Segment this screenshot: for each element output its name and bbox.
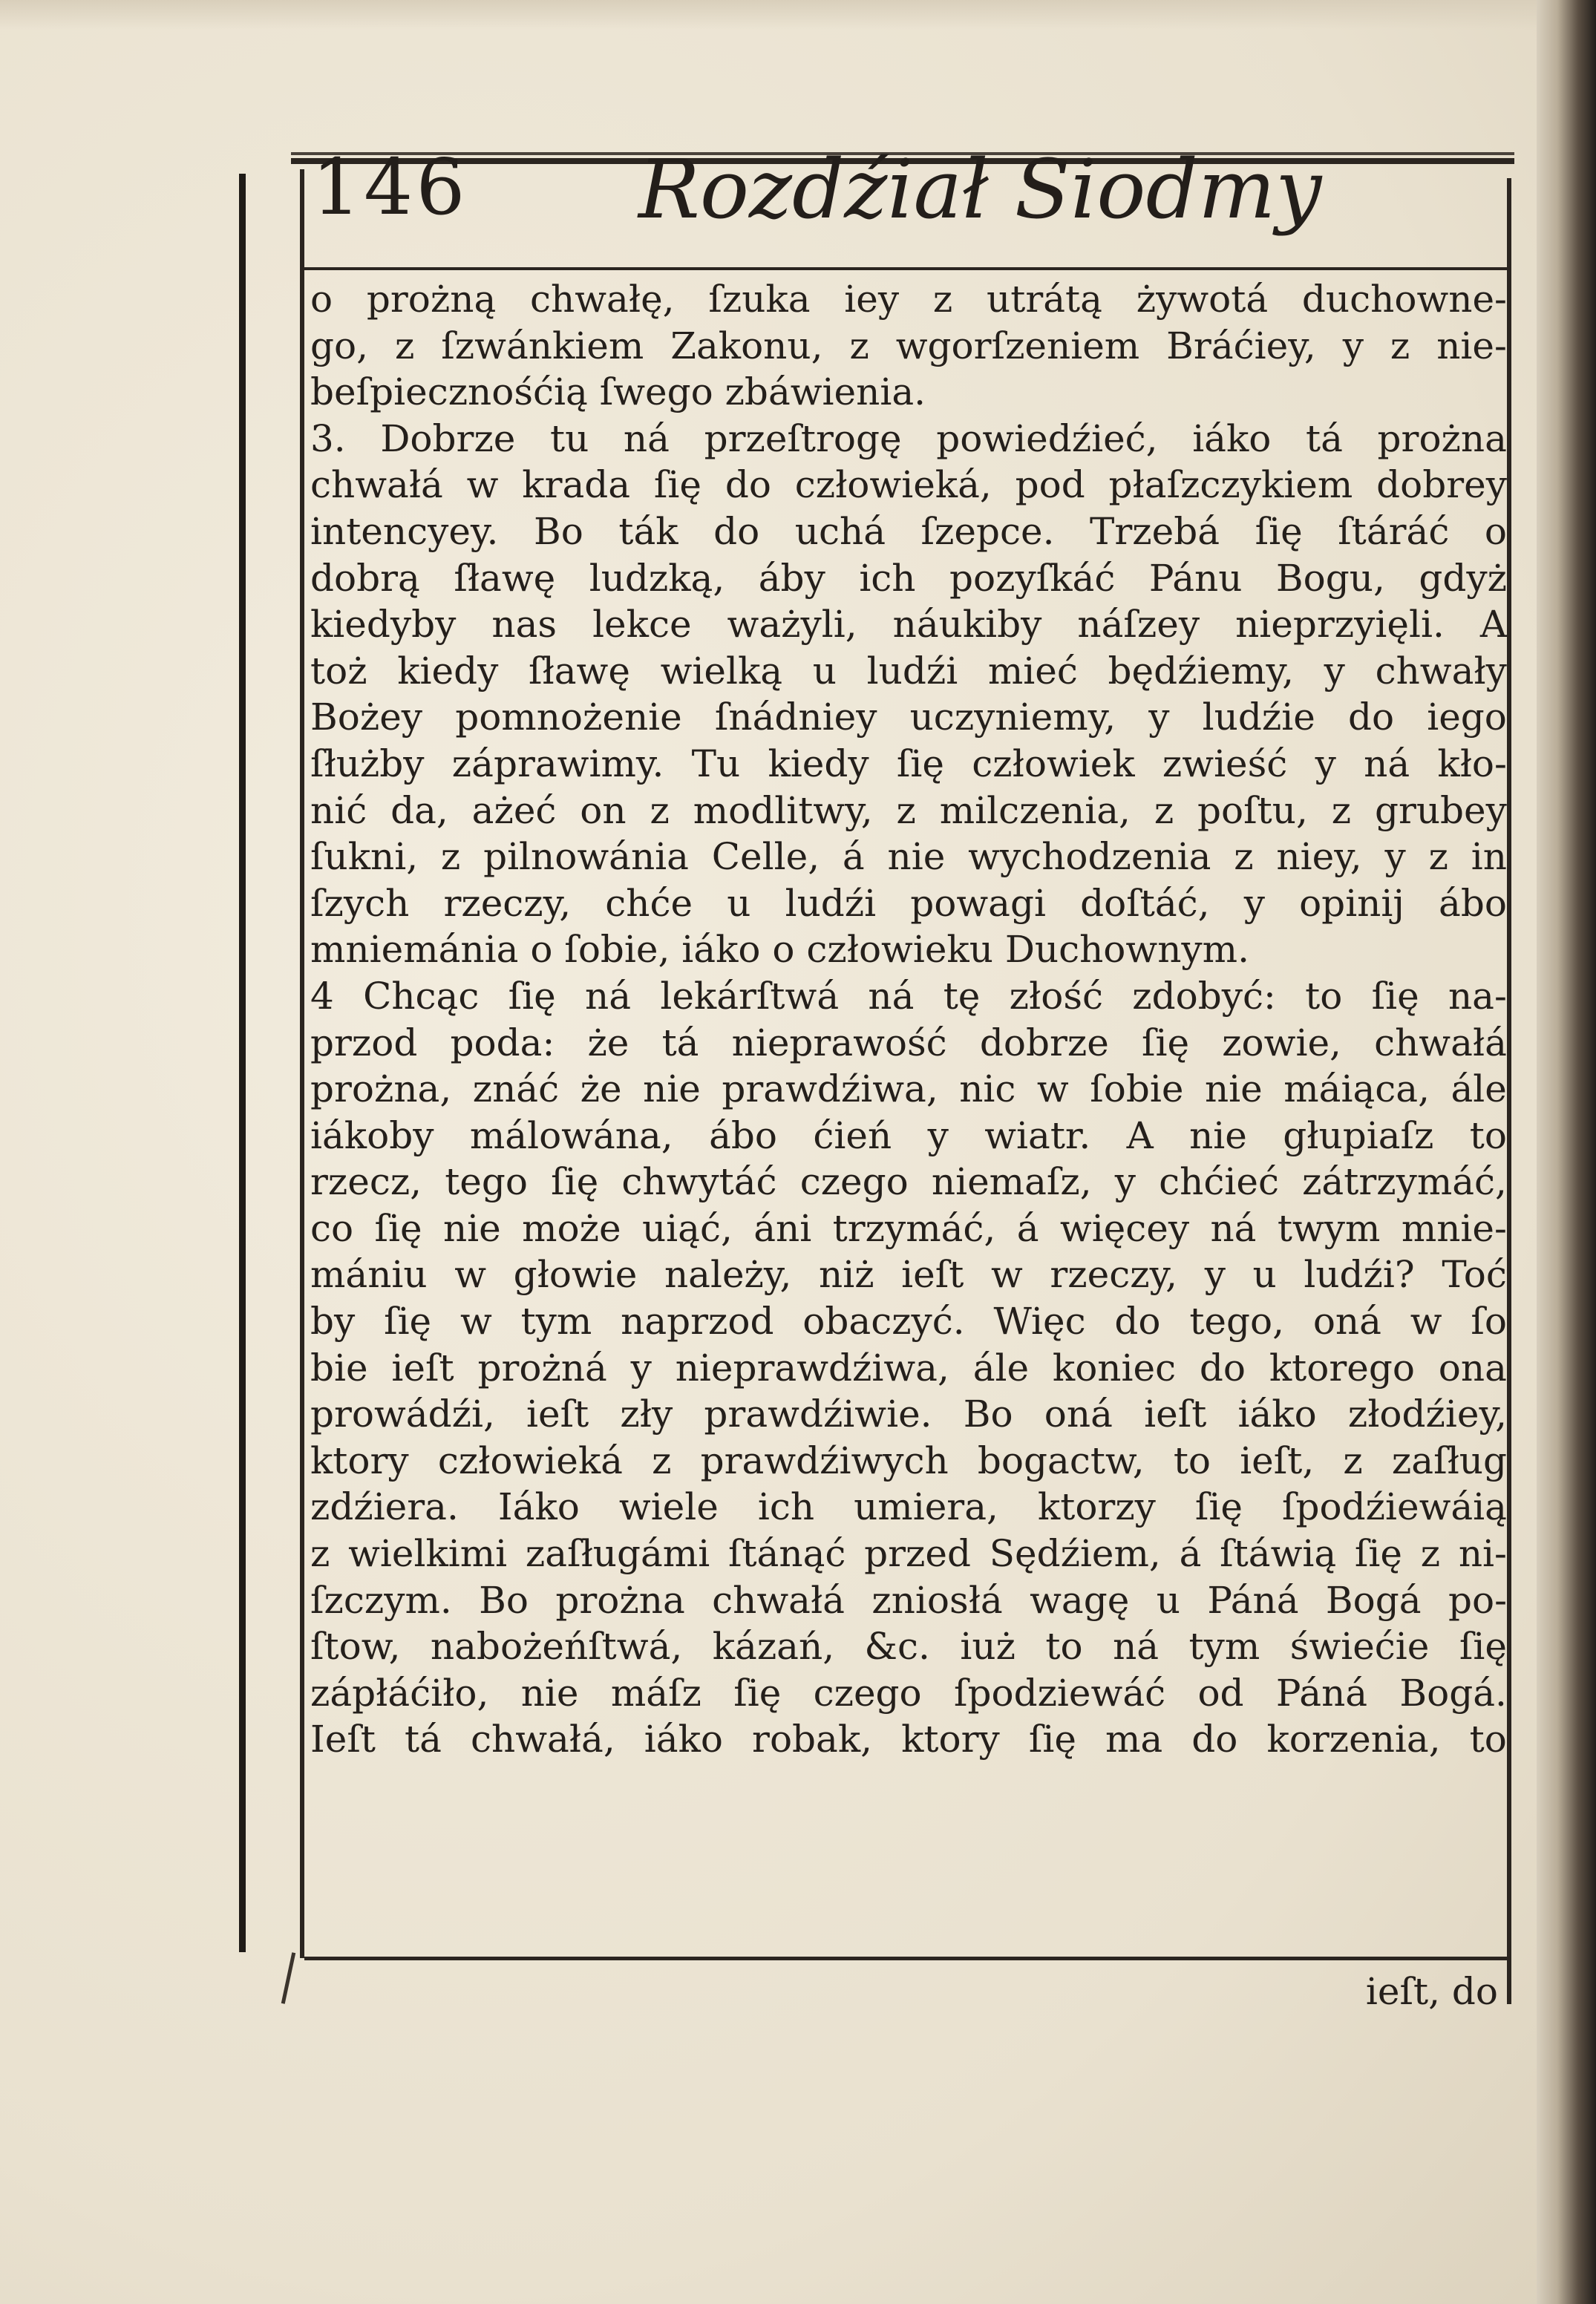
body-line: o prożną chwałę, ſzuka iey z utrátą żywotá duchowne- [310, 278, 1507, 321]
body-line: z wielkimi zaſługámi ſtánąć przed Sędźiem, á ſtáwią ſię z ni- [310, 1532, 1507, 1576]
body-line: chwałá w krada ſię do człowieká, pod płaſzczykiem dobrey [310, 463, 1507, 507]
body-line: ſtow, nabożeńſtwá, kázań, &c. iuż to ná tym świećie ſię [310, 1625, 1507, 1669]
body-line: zdźiera. Iáko wiele ich umiera, ktorzy ſię ſpodźiewáią [310, 1485, 1507, 1529]
body-line: bie ieſt prożná y nieprawdźiwa, ále koniec do ktorego ona [310, 1346, 1507, 1390]
body-line: ſłużby záprawimy. Tu kiedy ſię człowiek zwieść y ná kło- [310, 742, 1507, 785]
running-title: Rozdźiał Siodmy [638, 142, 1322, 237]
frame-right-rule [1507, 178, 1511, 2004]
body-line: ſukni, z pilnowánia Celle, á nie wychodzenia z niey, y z in [310, 835, 1507, 879]
body-line: beſpiecznośćią ſwego zbáwienia. [310, 370, 926, 414]
body-line: ktory człowieká z prawdźiwych bogactw, to ieſt, z zaſług [310, 1439, 1507, 1482]
page-shadow [0, 0, 1559, 30]
body-line: 4 Chcąc ſię ná lekárſtwá ná tę złość zdobyć: to ſię na- [310, 974, 1507, 1018]
frame-left-rule [300, 169, 304, 1958]
body-line: by ſię w tym naprzod obaczyć. Więc do tego, oná w ſo [310, 1300, 1507, 1344]
body-line: prożna, znáć że nie prawdźiwa, nic w ſobie nie máiąca, ále [310, 1067, 1507, 1111]
body-line: prowádźi, ieſt zły prawdźiwie. Bo oná ieſt iáko złodźiey, [310, 1392, 1507, 1436]
book-spine [1537, 0, 1596, 2304]
body-line: rzecz, tego ſię chwytáć czego niemaſz, y chćieć zátrzymáć, [310, 1160, 1507, 1204]
body-line: ſzczym. Bo prożna chwałá zniosłá wagę u Páná Bogá po- [310, 1578, 1507, 1622]
header-rule [304, 267, 1508, 270]
body-line: Bożey pomnożenie ſnádniey uczyniemy, y ludźie do iego [310, 696, 1507, 739]
body-line: kiedyby nas lekce ważyli, náukiby náſzey nieprzyięli. A [310, 603, 1507, 647]
body-line: toż kiedy ſławę wielką u ludźi mieć będźiemy, y chwały [310, 649, 1507, 693]
body-line: mániu w głowie należy, niż ieſt w rzeczy, y u ludźi? Toć [310, 1253, 1507, 1297]
body-line: intencyey. Bo ták do uchá ſzepce. Trzebá ſię ſtáráć o [310, 509, 1507, 553]
body-line: przod poda: że tá nieprawość dobrze ſię zowie, chwałá [310, 1021, 1507, 1064]
body-line: co ſię nie może uiąć, áni trzymáć, á więcey ná twym mnie- [310, 1206, 1507, 1250]
margin-bar [239, 174, 246, 1952]
page-number: 146 [312, 142, 468, 232]
body-line: go, z ſzwánkiem Zakonu, z wgorſzeniem Bráćiey, y z nie- [310, 324, 1507, 367]
body-line: dobrą ſławę ludzką, áby ich pozyſkáć Pánu Bogu, gdyż [310, 556, 1507, 600]
body-line: iákoby málowána, ábo ćień y wiatr. A nie głupiaſz to [310, 1113, 1507, 1157]
footer-rule [304, 1957, 1508, 1960]
stray-ink-mark [281, 1952, 295, 2004]
body-line: zápłáćiło, nie máſz ſię czego ſpodziewáć od Páná Bogá. [310, 1671, 1507, 1715]
body-line: Ieſt tá chwałá, iáko robak, ktory ſię ma do korzenia, to [310, 1718, 1507, 1761]
body-line: 3. Dobrze tu ná przeſtrogę powiedźieć, iáko tá prożna [310, 416, 1507, 460]
body-text [310, 276, 1507, 1763]
body-line: nić da, ażeć on z modlitwy, z milczenia, z poſtu, z grubey [310, 788, 1507, 832]
body-line: mniemánia o ſobie, iáko o człowieku Duchownym. [310, 928, 1249, 972]
catchword: ieſt, do [1365, 1970, 1498, 2013]
body-line: ſzych rzeczy, chće u ludźi powagi doſtáć, y opinij ábo [310, 881, 1507, 925]
